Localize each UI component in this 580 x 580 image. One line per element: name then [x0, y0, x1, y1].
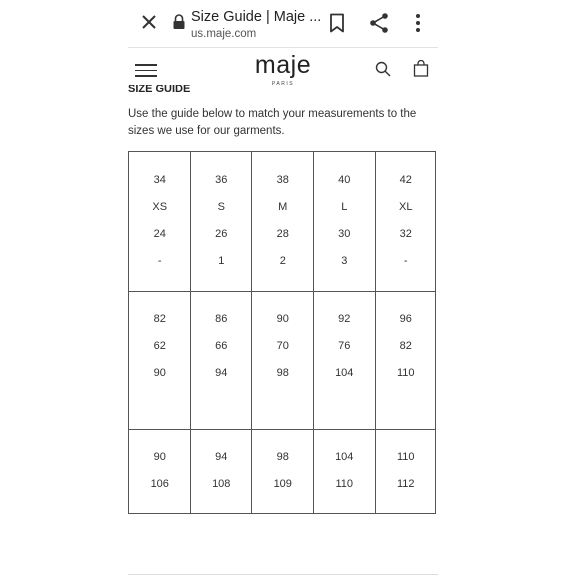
bookmark-icon[interactable]	[329, 13, 345, 33]
section-title: SIZE GUIDE	[128, 85, 191, 95]
url-text[interactable]: us.maje.com	[191, 28, 257, 40]
tab-title[interactable]: Size Guide | Maje ...	[191, 9, 322, 25]
size-cell	[314, 152, 376, 290]
size-value: 104	[335, 367, 354, 379]
lock-icon	[172, 14, 186, 30]
size-value: 42	[399, 174, 412, 186]
size-cell	[191, 291, 253, 429]
size-cell	[129, 291, 191, 429]
size-value: -	[403, 255, 408, 267]
size-cell	[314, 429, 376, 567]
size-cell	[375, 152, 437, 290]
size-cell	[252, 429, 314, 567]
size-value: 62	[153, 340, 166, 352]
size-value: 30	[338, 228, 351, 240]
size-value: 3	[341, 255, 348, 267]
size-value: XS	[152, 201, 168, 213]
size-value: 98	[276, 367, 289, 379]
size-value: 90	[153, 451, 166, 463]
size-value: 36	[215, 174, 228, 186]
size-value: 24	[153, 228, 166, 240]
size-value: 28	[276, 228, 289, 240]
size-value: 82	[153, 313, 166, 325]
size-value: 94	[215, 451, 228, 463]
size-value: 108	[212, 478, 231, 490]
size-value: 104	[335, 451, 354, 463]
size-value: 38	[276, 174, 289, 186]
size-value: 86	[215, 313, 228, 325]
size-value: 110	[335, 478, 354, 490]
size-value: 32	[399, 228, 412, 240]
size-value: 106	[150, 478, 169, 490]
close-icon[interactable]	[138, 11, 160, 33]
size-cell	[252, 152, 314, 290]
size-value: 96	[399, 313, 412, 325]
size-value: 82	[399, 340, 412, 352]
size-cell	[375, 291, 437, 429]
footer-divider	[128, 574, 438, 575]
size-value: M	[278, 201, 288, 213]
size-cell	[191, 429, 253, 567]
size-value: 26	[215, 228, 228, 240]
site-header	[128, 48, 438, 88]
logo-subtitle: PARIS	[271, 81, 295, 87]
size-value: 110	[396, 451, 415, 463]
size-cell	[129, 152, 191, 290]
site-logo[interactable]: maje	[254, 51, 312, 79]
size-cell	[191, 152, 253, 290]
more-vert-icon[interactable]	[414, 13, 422, 33]
size-value: 98	[276, 451, 289, 463]
size-cell	[129, 429, 191, 567]
browser-toolbar	[128, 0, 438, 46]
shopping-bag-icon[interactable]	[413, 60, 429, 77]
size-value: 34	[153, 174, 166, 186]
size-value: 92	[338, 313, 351, 325]
size-value: 2	[279, 255, 286, 267]
size-value: L	[341, 201, 348, 213]
size-value: S	[217, 201, 225, 213]
size-value: -	[157, 255, 162, 267]
intro-text: Use the guide below to match your measurements to the sizes we use for our garments.	[128, 108, 417, 137]
size-value: 94	[215, 367, 228, 379]
size-cell	[314, 291, 376, 429]
size-value: 109	[273, 478, 292, 490]
size-value: 110	[396, 367, 415, 379]
size-value: 66	[215, 340, 228, 352]
size-value: 76	[338, 340, 351, 352]
size-cell	[375, 429, 437, 567]
share-icon[interactable]	[369, 12, 389, 34]
size-value: 1	[218, 255, 225, 267]
size-value: 90	[153, 367, 166, 379]
size-value: XL	[399, 201, 413, 213]
size-value: 112	[396, 478, 415, 490]
size-cell	[252, 291, 314, 429]
size-value: 70	[276, 340, 289, 352]
size-value: 90	[276, 313, 289, 325]
size-value: 40	[338, 174, 351, 186]
search-icon[interactable]	[375, 61, 391, 77]
size-table	[128, 151, 436, 514]
